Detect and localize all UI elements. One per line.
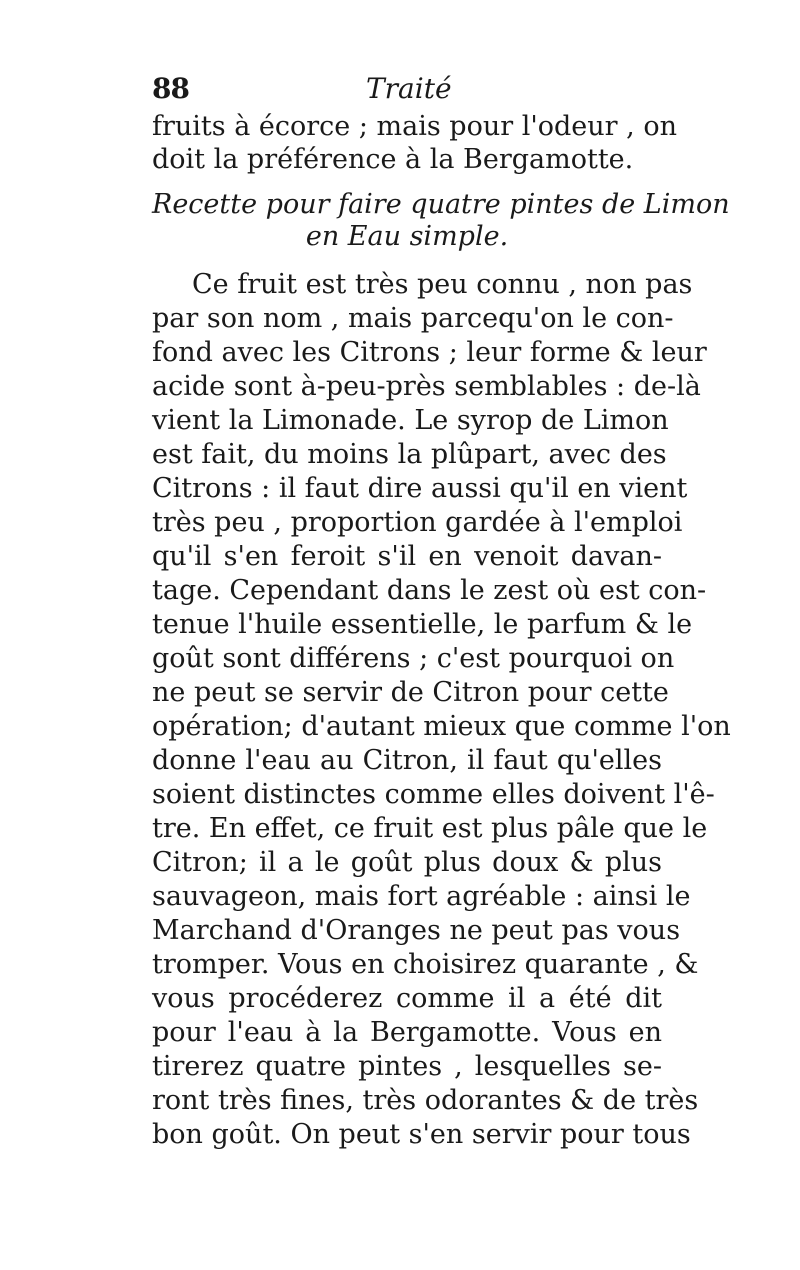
paragraph-line: ront très fines, très odorantes & de très: [152, 1085, 699, 1116]
paragraph-line: sauvageon, mais fort agréable : ainsi le: [152, 881, 691, 912]
paragraph-line: ne peut se servir de Citron pour cette: [152, 677, 669, 708]
paragraph-line: vous procéderez comme il a été dit: [152, 983, 662, 1014]
paragraph-line: opération; d'autant mieux que comme l'on: [152, 711, 731, 742]
paragraph-line: Citron; il a le goût plus doux & plus: [152, 847, 662, 878]
recipe-title-line: Recette pour faire quatre pintes de Limon: [152, 189, 730, 220]
paragraph-line: qu'il s'en feroit s'il en venoit davan-: [152, 541, 662, 572]
paragraph-line: est fait, du moins la plûpart, avec des: [152, 439, 667, 470]
paragraph-line: acide sont à-peu-près semblables : de-là: [152, 371, 701, 402]
intro-line: fruits à écorce ; mais pour l'odeur , on: [152, 111, 677, 142]
paragraph-line: par son nom , mais parcequ'on le con-: [152, 303, 674, 334]
intro-line: doit la préférence à la Bergamotte.: [152, 144, 634, 175]
paragraph-line: tirerez quatre pintes , lesquelles se-: [152, 1051, 662, 1082]
running-title: Traité: [366, 72, 452, 105]
paragraph-line: tromper. Vous en choisirez quarante , &: [152, 949, 699, 980]
paragraph-line: bon goût. On peut s'en servir pour tous: [152, 1119, 691, 1150]
paragraph-line: goût sont différens ; c'est pourquoi on: [152, 643, 675, 674]
paragraph-line: tre. En effet, ce fruit est plus pâle que le: [152, 813, 708, 844]
page-header: [152, 72, 662, 112]
paragraph-line: vient la Limonade. Le syrop de Limon: [152, 405, 669, 436]
paragraph-line: donne l'eau au Citron, il faut qu'elles: [152, 745, 662, 776]
paragraph-line: fond avec les Citrons ; leur forme & leur: [152, 337, 707, 368]
paragraph-line: Ce fruit est très peu connu , non pas: [192, 269, 693, 300]
paragraph-line: soient distinctes comme elles doivent l'ê-: [152, 779, 715, 810]
paragraph-line: Marchand d'Oranges ne peut pas vous: [152, 915, 681, 946]
paragraph-line: très peu , proportion gardée à l'emploi: [152, 507, 683, 538]
page-number: 88: [152, 72, 189, 105]
paragraph-line: pour l'eau à la Bergamotte. Vous en: [152, 1017, 662, 1048]
paragraph-line: Citrons : il faut dire aussi qu'il en vient: [152, 473, 688, 504]
recipe-title-line: en Eau simple.: [305, 221, 509, 252]
paragraph-line: tenue l'huile essentielle, le parfum & le: [152, 609, 693, 640]
paragraph-line: tage. Cependant dans le zest où est con-: [152, 575, 707, 606]
